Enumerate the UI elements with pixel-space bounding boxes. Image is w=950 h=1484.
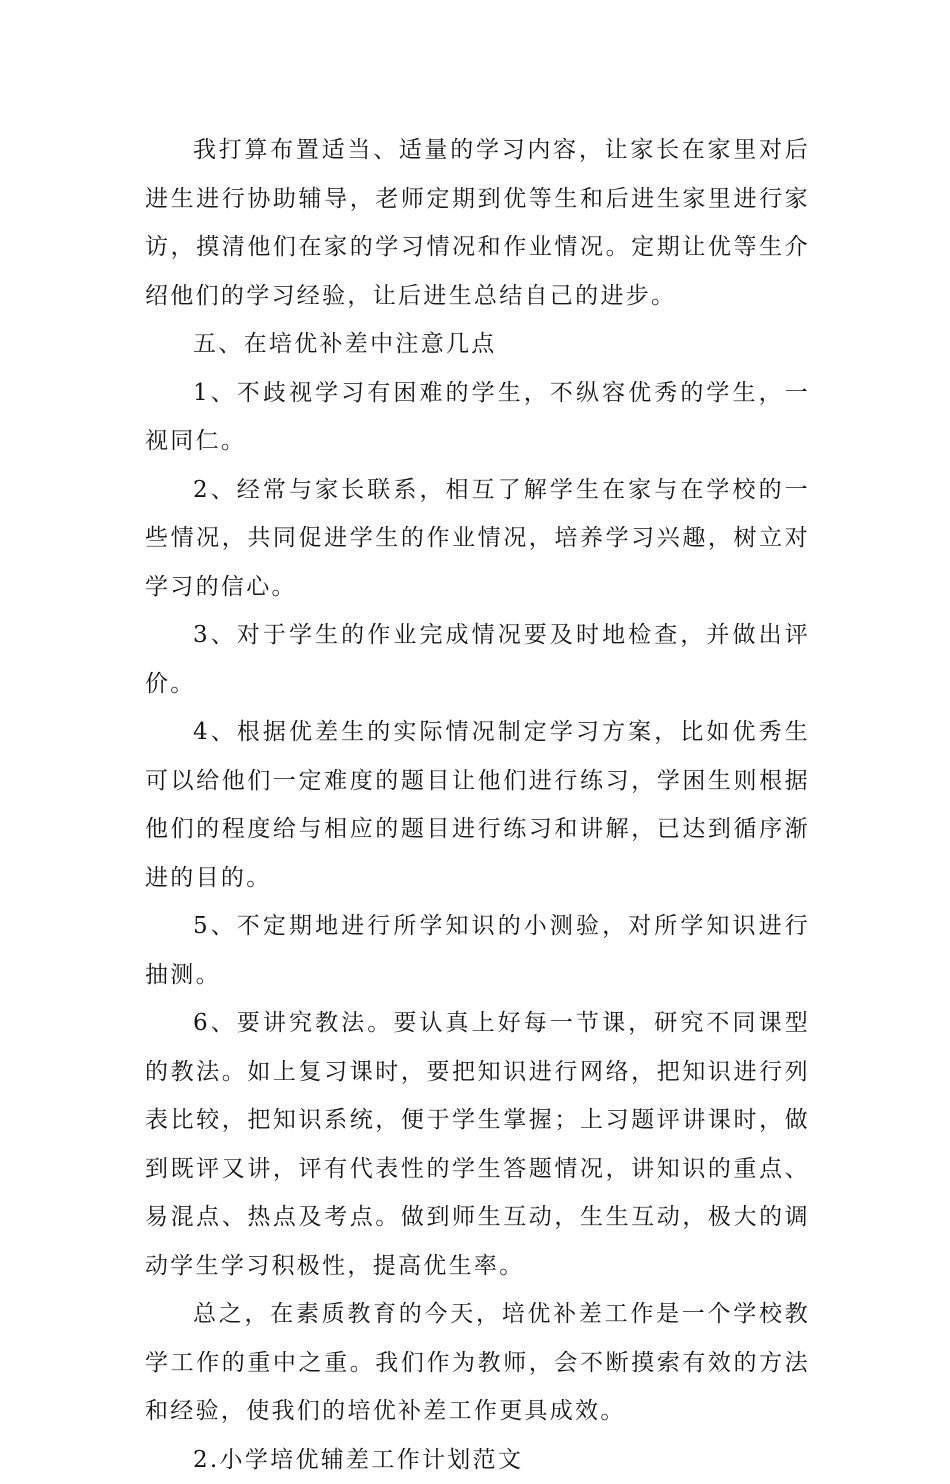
list-item-5: 5、不定期地进行所学知识的小测验，对所学知识进行抽测。 bbox=[145, 902, 810, 999]
next-section-title: 2.小学培优辅差工作计划范文 bbox=[145, 1436, 810, 1484]
list-item-1: 1、不歧视学习有困难的学生，不纵容优秀的学生，一视同仁。 bbox=[145, 369, 810, 466]
list-item-2: 2、经常与家长联系，相互了解学生在家与在学校的一些情况，共同促进学生的作业情况，培养学习兴趣，树立对学习的信心。 bbox=[145, 466, 810, 612]
paragraph-home-tutoring: 我打算布置适当、适量的学习内容，让家长在家里对后进生进行协助辅导，老师定期到优等生和后进生家里进行家访，摸清他们在家的学习情况和作业情况。定期让优等生介绍他们的学习经验，让后进生总结自己的进步。 bbox=[145, 126, 810, 320]
paragraph-conclusion: 总之，在素质教育的今天，培优补差工作是一个学校教学工作的重中之重。我们作为教师，会不断摸索有效的方法和经验，使我们的培优补差工作更具成效。 bbox=[145, 1290, 810, 1436]
list-item-6: 6、要讲究教法。要认真上好每一节课，研究不同课型的教法。如上复习课时，要把知识进行网络，把知识进行列表比较，把知识系统，便于学生掌握；上习题评讲课时，做到既评又讲，评有代表性的学生答题情况，讲知识的重点、易混点、热点及考点。做到师生互动，生生互动，极大的调动学生学习积极性，提高优生率。 bbox=[145, 999, 810, 1290]
section-heading-five: 五、在培优补差中注意几点 bbox=[145, 320, 810, 369]
list-item-3: 3、对于学生的作业完成情况要及时地检查，并做出评价。 bbox=[145, 611, 810, 708]
list-item-4: 4、根据优差生的实际情况制定学习方案，比如优秀生可以给他们一定难度的题目让他们进行练习，学困生则根据他们的程度给与相应的题目进行练习和讲解，已达到循序渐进的目的。 bbox=[145, 708, 810, 902]
document-body bbox=[145, 126, 810, 1484]
